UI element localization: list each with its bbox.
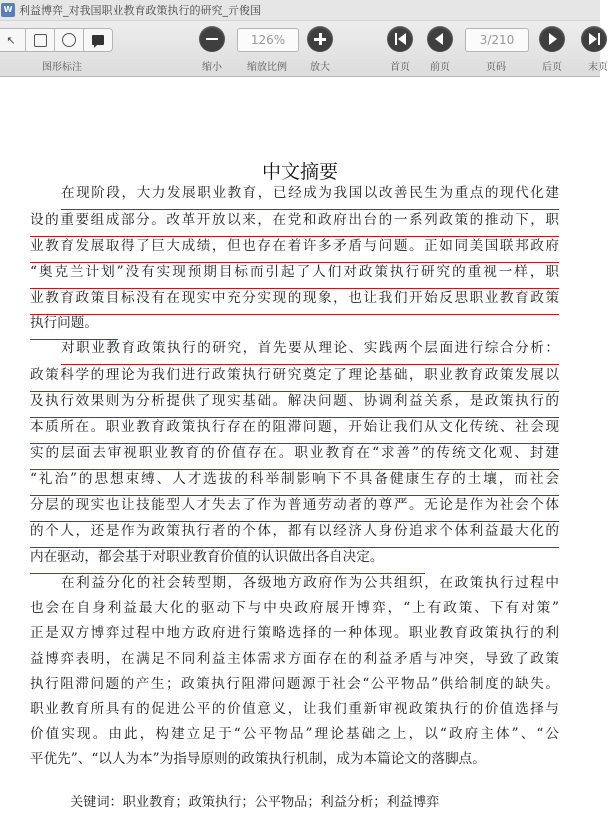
window-titlebar (0, 0, 600, 21)
text-line: 对职业教育政策执行的研究，首先要从理论、实践两个层面进行综合分析： (61, 338, 559, 365)
page-label: 页码 (486, 62, 506, 73)
skip-forward-icon (589, 33, 600, 45)
text-line: 本质所在。职业教育政策执行存在的阻滞问题，开始让我们从文化传统、社会现 (30, 417, 559, 444)
text-line: 设的重要组成部分。改革开放以来，在党和政府出台的一系列政策的推动下，职 (30, 210, 559, 237)
toolbar (0, 21, 608, 77)
cursor-icon: ↖ (6, 33, 16, 47)
text-line: 益博弈表明，在满足不同利益主体需求方面存在的利益矛盾与冲突，导致了政策 (30, 651, 559, 667)
text-line: “礼治”的思想束缚、人才选拔的科举制影响下不具备健康生存的土壤，而社会 (30, 469, 559, 496)
page-field[interactable]: 3/210 (465, 28, 529, 52)
text-line: “奥克兰计划”没有实现预期目标而引起了人们对政策执行研究的重视一样，职 (30, 262, 559, 289)
circle-icon (62, 33, 76, 47)
shape-group-label: 图形标注 (42, 62, 82, 73)
first-page-label: 首页 (390, 62, 410, 73)
zoom-in-label: 放大 (310, 62, 330, 73)
text-line: 业教育政策目标没有在现实中充分实现的现象，也让我们开始反思职业教育政策 (30, 288, 559, 315)
minus-icon (206, 38, 218, 41)
text-line: 价值实现。由此，构建立足于“公平物品”理论基础之上，以“政府主体”、“公 (30, 726, 559, 742)
pointer-tool-button[interactable] (0, 28, 25, 52)
keywords-line: 关键词：职业教育；政策执行；公平物品；利益分析；利益博弈 (70, 795, 440, 810)
text-line: 实的层面去审视职业教育的价值存在。职业教育在“求善”的传统文化观、封建 (30, 443, 559, 470)
zoom-out-label: 缩小 (202, 62, 222, 73)
text-line: 政策科学的理论为我们进行政策执行研究奠定了理论基础，职业教育政策发展以 (30, 365, 559, 392)
text-line: 在利益分化的社会转型期，各级地方政府作为公共组织，在政策执行过程中 (61, 575, 559, 591)
zoom-in-button[interactable] (307, 26, 333, 52)
text-line: 执行问题。 (30, 313, 118, 340)
text-line: 内在驱动，都会基于对职业教育价值的认识做出各自决定。 (30, 547, 425, 574)
text-line: 业教育发展取得了巨大成绩，但也存在着许多矛盾与问题。正如同美国联邦政府 (30, 236, 559, 263)
first-page-button[interactable] (387, 26, 413, 52)
square-icon (34, 34, 47, 47)
next-page-label: 后页 (542, 62, 562, 73)
zoom-field[interactable]: 126% (237, 28, 299, 52)
zoom-ratio-label: 缩放比例 (247, 62, 287, 73)
text-line: 执行阻滞问题的产生；政策执行阻滞问题源于社会“公平物品”供给制度的缺失。 (30, 676, 559, 692)
document-icon: W (1, 3, 15, 17)
note-tool-button[interactable] (83, 28, 113, 52)
text-line: 及执行效果则为分析提供了现实基础。解决问题、协调利益关系，是政策执行的 (30, 391, 559, 418)
abstract-heading: 中文摘要 (261, 161, 338, 183)
text-line: 在现阶段，大力发展职业教育，已经成为我国以改善民生为重点的现代化建 (61, 183, 559, 210)
text-line: 分层的现实也让技能型人才失去了作为普通劳动者的尊严。无论是作为社会个体 (30, 495, 559, 522)
rectangle-tool-button[interactable] (25, 28, 54, 52)
plus-icon (314, 33, 326, 45)
prev-page-label: 前页 (430, 62, 450, 73)
prev-page-button[interactable] (427, 26, 453, 52)
arrow-right-icon (549, 33, 557, 45)
last-page-button[interactable] (581, 26, 607, 52)
text-line: 职业教育所具有的促进公平的价值意义，让我们重新审视政策执行的价值选择与 (30, 701, 559, 717)
text-line: 的个人，还是作为政策执行者的个体，都有以经济人身份追求个体利益最大化的 (30, 521, 559, 548)
text-line: 正是双方博弈过程中地方政府进行策略选择的一种体现。职业教育政策执行的利 (30, 625, 559, 641)
text-line: 平优先”、“以人为本”为指导原则的政策执行机制，成为本篇论文的落脚点。 (30, 751, 486, 767)
next-page-button[interactable] (539, 26, 565, 52)
ellipse-tool-button[interactable] (54, 28, 83, 52)
skip-back-icon (395, 33, 406, 45)
note-icon (92, 35, 104, 45)
arrow-left-icon (435, 33, 443, 45)
last-page-label: 末页 (588, 62, 608, 73)
text-line: 也会在自身利益最大化的驱动下与中央政府展开博弈，“上有政策、下有对策” (30, 600, 559, 616)
zoom-out-button[interactable] (199, 26, 225, 52)
shape-annotation-group (0, 28, 116, 50)
window-title: 利益博弈_对我国职业教育政策执行的研究_亓俊国 (19, 4, 261, 17)
